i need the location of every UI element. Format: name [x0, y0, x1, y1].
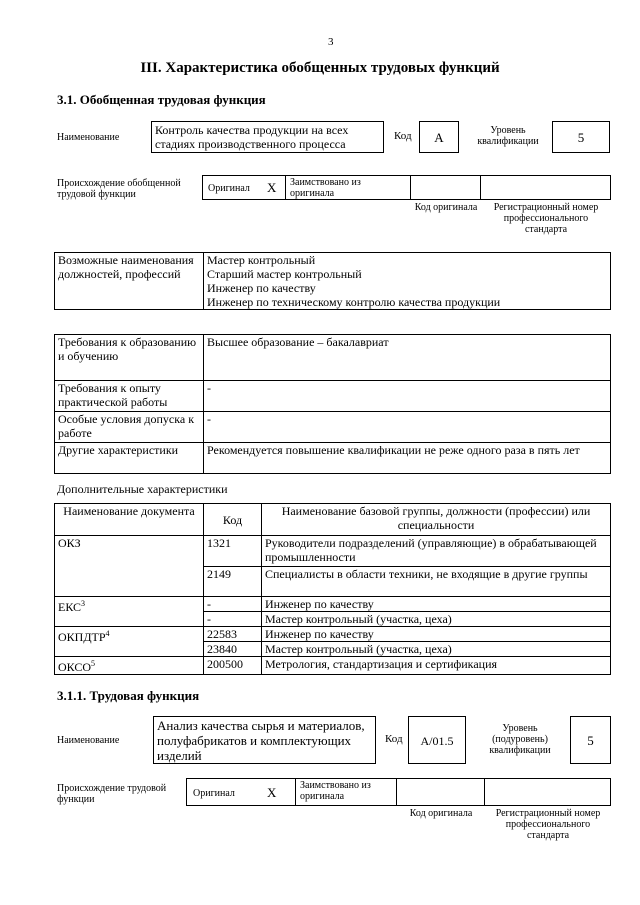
- additional-heading: Дополнительные характеристики: [57, 482, 228, 496]
- tf-heading: 3.1.1. Трудовая функция: [57, 688, 200, 703]
- tf-level-value: 5: [587, 733, 594, 748]
- positions-values: [204, 253, 611, 310]
- positions-table: [54, 252, 611, 310]
- divider: [285, 175, 286, 200]
- divider: [295, 778, 296, 806]
- tf-code-box: [408, 716, 466, 764]
- tf-borrowed-label: Заимствовано из оригинала: [300, 780, 371, 802]
- tf-original-label: Оригинал: [193, 788, 235, 799]
- additional-table: [54, 503, 611, 675]
- req-experience-value: -: [204, 381, 611, 412]
- doc-okso: ОКСО$^5$: [55, 657, 204, 675]
- gtf-code-value: А: [434, 130, 444, 145]
- doc-eks: ЕКС$^3$: [55, 597, 204, 627]
- tf-reg-number-label: Регистрационный номер профессионального стандарта: [495, 808, 601, 841]
- divider: [480, 175, 481, 200]
- gtf-name-box: [151, 121, 384, 153]
- code-cell: -: [204, 597, 262, 612]
- req-other-label: Другие характеристики: [55, 443, 204, 474]
- position-item: Старший мастер контрольный: [207, 267, 362, 281]
- name-cell: Метрология, стандартизация и сертификация: [262, 657, 611, 675]
- tf-name-value: Анализ качества сырья и материалов, полуфабрикатов и комплектующих изделий: [157, 718, 365, 763]
- gtf-level-value: 5: [577, 130, 585, 145]
- tf-level-label: Уровень (подуровень) квалификации: [489, 723, 551, 756]
- req-education-label: Требования к образованию и обучению: [55, 335, 204, 381]
- code-cell: 22583: [204, 627, 262, 642]
- name-cell: Мастер контрольный (участка, цеха): [262, 612, 611, 627]
- gtf-original-mark: Х: [267, 180, 277, 195]
- position-item: Инженер по качеству: [207, 281, 316, 295]
- header-name: Наименование базовой группы, должности (профессии) или специальности: [262, 504, 611, 536]
- tf-code-label: Код: [385, 733, 403, 745]
- name-cell: Руководители подразделений (управляющие) в обрабатывающей промышленности: [262, 536, 611, 567]
- code-cell: 1321: [204, 536, 262, 567]
- code-cell: 2149: [204, 567, 262, 597]
- divider: [484, 778, 485, 806]
- tf-original-mark: Х: [267, 785, 277, 800]
- req-experience-label: Требования к опыту практической работы: [55, 381, 204, 412]
- gtf-code-original-label: Код оригинала: [414, 202, 478, 213]
- name-cell: Инженер по качеству: [262, 627, 611, 642]
- page-number: 3: [328, 36, 334, 48]
- gtf-level-box: [552, 121, 610, 153]
- gtf-code-box: [419, 121, 459, 153]
- tf-origin-box: [186, 778, 611, 806]
- name-cell: Мастер контрольный (участка, цеха): [262, 642, 611, 657]
- gtf-name-label: Наименование: [57, 132, 120, 143]
- doc-okpdtr: ОКПДТР$^4$: [55, 627, 204, 657]
- gtf-origin-box: [202, 175, 611, 200]
- tf-level-box: [570, 716, 611, 764]
- position-item: Инженер по техническому контролю качества продукции: [207, 295, 501, 309]
- gtf-level-label: Уровень квалификации: [477, 125, 539, 147]
- positions-label: Возможные наименования должностей, профессий: [55, 253, 204, 310]
- doc-okz: ОКЗ: [55, 536, 204, 597]
- gtf-original-label: Оригинал: [208, 183, 250, 194]
- position-item: Мастер контрольный: [207, 253, 316, 267]
- req-education-value: Высшее образование – бакалавриат: [204, 335, 611, 381]
- divider: [396, 778, 397, 806]
- header-doc: Наименование документа: [55, 504, 204, 536]
- header-code: Код: [204, 504, 262, 536]
- code-cell: 200500: [204, 657, 262, 675]
- gtf-borrowed-label: Заимствовано из оригинала: [290, 177, 361, 199]
- tf-name-box: [153, 716, 376, 764]
- name-cell: Инженер по качеству: [262, 597, 611, 612]
- tf-name-label: Наименование: [57, 735, 120, 746]
- requirements-table: [54, 334, 611, 474]
- req-conditions-value: -: [204, 412, 611, 443]
- tf-code-value: А/01.5: [420, 734, 454, 748]
- divider: [410, 175, 411, 200]
- req-other-value: Рекомендуется повышение квалификации не реже одного раза в пять лет: [204, 443, 611, 474]
- code-cell: -: [204, 612, 262, 627]
- gtf-heading: 3.1. Обобщенная трудовая функция: [57, 92, 266, 107]
- gtf-name-value: Контроль качества продукции на всех стадиях производственного процесса: [155, 123, 349, 151]
- gtf-reg-number-label: Регистрационный номер профессионального стандарта: [493, 202, 599, 235]
- section-title: III. Характеристика обобщенных трудовых функций: [140, 60, 500, 76]
- code-cell: 23840: [204, 642, 262, 657]
- tf-origin-label: Происхождение трудовой функции: [57, 783, 167, 805]
- name-cell: Специалисты в области техники, не входящие в другие группы: [262, 567, 611, 597]
- gtf-code-label: Код: [394, 130, 412, 142]
- tf-code-original-label: Код оригинала: [409, 808, 473, 819]
- req-conditions-label: Особые условия допуска к работе: [55, 412, 204, 443]
- gtf-origin-label: Происхождение обобщенной трудовой функции: [57, 178, 181, 200]
